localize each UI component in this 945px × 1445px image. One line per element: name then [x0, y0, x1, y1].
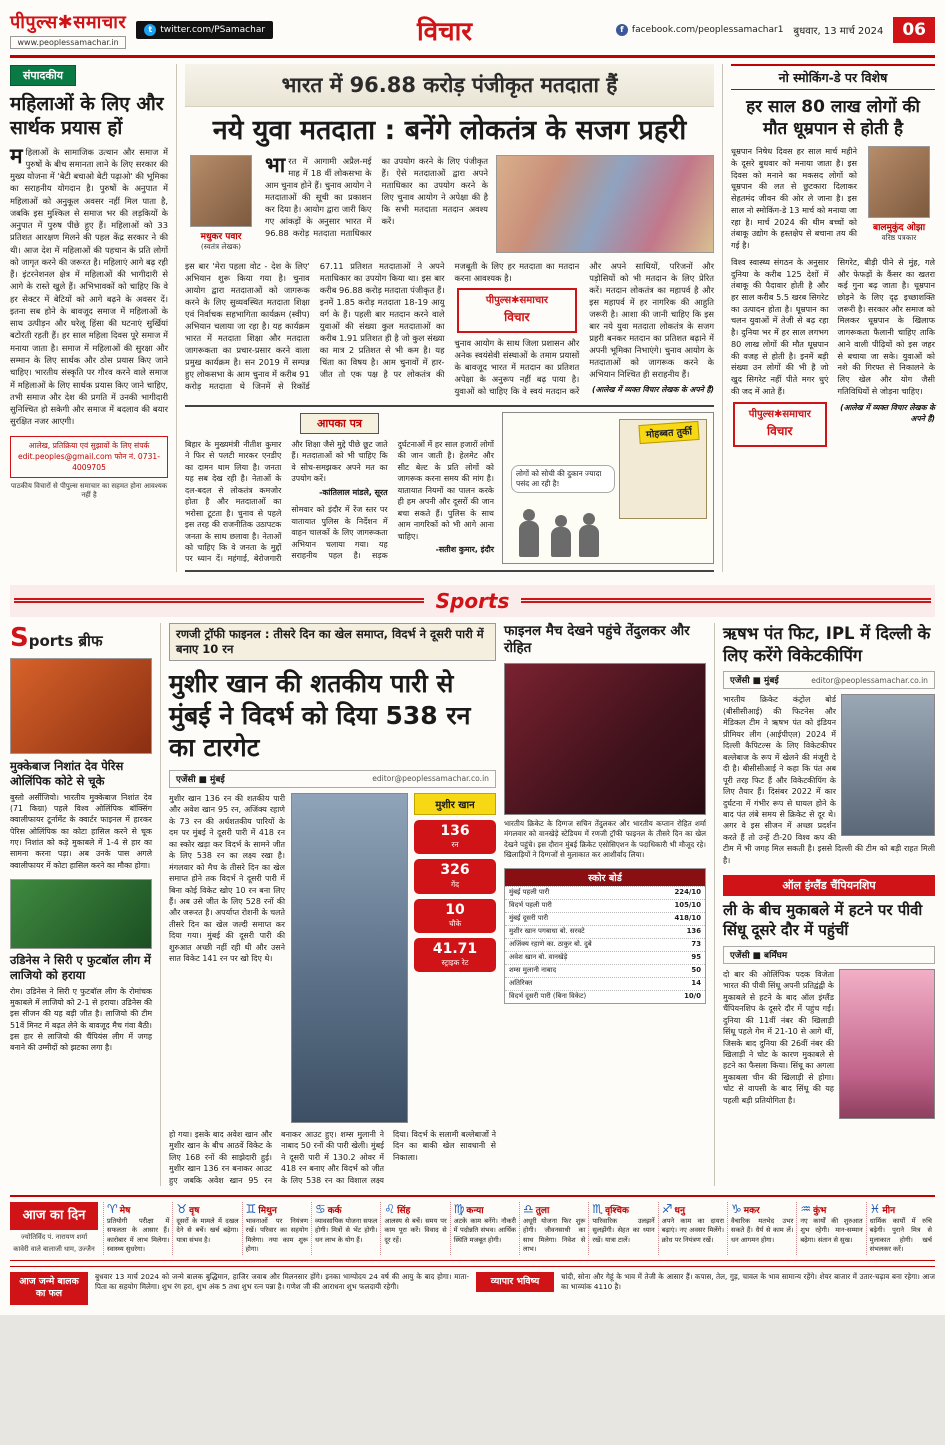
zodiac-name: सिंह	[397, 1205, 411, 1216]
editor-email[interactable]: editor@peoplessamachar.co.in	[372, 774, 489, 784]
zodiac-sign-header	[176, 1202, 238, 1216]
sports-body-1: मुशीर खान 136 रन की शतकीय पारी और अवेश खान 95 रन, अजिंक्य रहाणे के 73 रन की अर्धशतकीय पारियों के दम पर मुंबई ने दूसरी पारी में 418 रन का स्कोर खड़ा कर विदर्भ के सामने जीत के लिए 538 रन का लक्ष्य रखा है। मंगलवार को मैच के तीसरे दिन का खेल समाप्त होने तक विदर्भ ने दूसरी पारी में बिना कोई विकेट खोए 10 रन बना लिए हैं। अब उसे जीत के लिए 528 रनों की और जरूरत है। अपर्याप्त रोशनी के चलते तीसरे दिन का खेल जल्दी समाप्त कर दिया गया। मुंबई की दूसरी पारी की शुरुआत अच्छी नहीं रही थी और उसने सात विकेट 141 रन पर खो दिए थे।	[169, 793, 285, 964]
smoking-body-b: सिगरेट, बीड़ी पीने से मुंह, गले और फेफड़ों के कैंसर का खतरा कई गुना बढ़ जाता है। धूम्रपान छोड़ने के लिए दृढ़ इच्छाशक्ति जरूरी है। सरकार और समाज को मिलकर धूम्रपान के खिलाफ जागरूकता फैलानी चाहिए ताकि आने वाली पीढ़ियों को इस जहर से बचाया जा सके। युवाओं को नशे की गिरफ्त से निकालने के लिए खेल और योग जैसी गतिविधियों से जोड़ना चाहिए।	[837, 256, 935, 396]
opinion-body-b: चुनाव आयोग के साथ जिला प्रशासन और अनेक स्वयंसेवी संस्थाओं के तमाम प्रयासों के बावजूद भारत में मतदान का प्रतिशत अपेक्षा के अनुरूप नहीं बढ़ पाया है। युवाओं को चाहिए कि वे स्वयं मतदान करें और अपने साथियों, परिजनों और पड़ोसियों को भी मतदान के लिए प्रेरित करें। मतदान लोकतंत्र का महापर्व है और इस महापर्व में हर नागरिक की आहुति जरूरी है। आशा की जानी चाहिए कि इस बार नये युवा मतदाता लोकतंत्र के सजग प्रहरी बनकर मतदान का प्रतिशत बढ़ाने में अपनी भूमिका निभाएंगे। चुनाव आयोग के मतदाताओं को जागरूक करने के अभियान निश्चित ही सराहनीय हैं।	[454, 260, 714, 396]
top-banner-headline: भारत में 96.88 करोड़ पंजीकृत मतदाता हैं	[185, 64, 714, 107]
zodiac-icon: ♒	[800, 1202, 812, 1217]
sindhu-headline: ली के बीच मुकाबले में हटने पर पीवी सिंधू दूसरे दौर में पहुंचीं	[723, 901, 923, 940]
zodiac-prediction: दूसरों के मामले में दखल देने से बचें। खर्च बढ़ेगा। यात्रा संभव है।	[176, 1217, 239, 1244]
scoreboard-row-label: विदर्भ दूसरी पारी (बिना विकेट)	[509, 992, 587, 1001]
brand-logo: पीपुल्स✱समाचार	[485, 294, 548, 306]
brand-section: विचार	[504, 310, 530, 325]
stat-value: 41.71	[432, 941, 478, 958]
zodiac-sign-block	[172, 1202, 241, 1255]
zodiac-sign-header	[870, 1202, 932, 1216]
scoreboard-row-value: 105/10	[674, 901, 701, 910]
opinion-column	[176, 64, 723, 572]
zodiac-icon: ♑	[731, 1202, 742, 1217]
zodiac-sign-block	[450, 1202, 519, 1255]
zodiac-icon: ♉	[176, 1202, 188, 1217]
scoreboard-row-value: 50	[691, 966, 701, 975]
tendulkar-headline: फाइनल मैच देखने पहुंचे तेंदुलकर और रोहित	[504, 622, 690, 657]
scoreboard-row-value: 14	[691, 979, 701, 988]
horoscope-label-block	[10, 1202, 98, 1255]
zodiac-prediction: भावनाओं पर नियंत्रण रखें। परिवार का सहयोग मिलेगा। नया काम शुरू होगा।	[245, 1217, 308, 1253]
zodiac-prediction: नए कार्यों की शुरुआत शुभ रहेगी। मान-सम्मान बढ़ेगा। संतान से सुख।	[800, 1217, 863, 1244]
sports-body-2: हो गया। इसके बाद अवेश खान और मुशीर खान के बीच आठवें विकेट के लिए 168 रनों की साझेदारी हुई। मुशीर खान 136 रन बनाकर आउट हुए जबकि अवेश खान 95 रन बनाकर आउट हुए। शम्स मुलानी ने नाबाद 50 रनों की पारी खेली। मुंबई ने दूसरी पारी में 130.2 ओवर में 418 रन बनाए और विदर्भ को जीत के लिए 538 रन का विशाल लक्ष्य दिया। विदर्भ के सलामी बल्लेबाजों ने दिन का बाकी खेल सावधानी से निकाला।	[169, 1129, 496, 1185]
editorial-contact-email[interactable]: edit.peoples@gmail.com फोन नं. 0731-4009705	[18, 452, 160, 473]
editorial-contact-box	[10, 436, 168, 478]
letters-section	[185, 405, 714, 572]
cartoon-figure	[519, 521, 539, 557]
stat-label: रन	[451, 840, 459, 850]
scoreboard-row-label: अतिरिक्त	[509, 979, 533, 988]
tendulkar-sidebar	[504, 623, 706, 1186]
section-title: विचार	[416, 16, 473, 47]
scoreboard-row	[505, 899, 705, 912]
zodiac-prediction: पारिवारिक उलझनें सुलझेंगी। सेहत का ध्यान रखें। यात्रा टालें।	[592, 1217, 655, 1244]
sports-grid	[10, 623, 935, 1186]
sports-story-row	[169, 793, 496, 1123]
zodiac-name: मेष	[119, 1205, 131, 1216]
brief-body-1: बुस्तो अर्सीजियो। भारतीय मुक्केबाज निशांत देव (71 किग्रा) पहले विश्व ओलिंपिक बॉक्सिंग क्वालीफायर टूर्नामेंट के क्वार्टर फाइनल में हारकर पेरिस ओलिंपिक का कोटा हासिल करने से चूक गए। निशांत को कड़े मुकाबले में 1-4 से हार का सामना करना पड़ा। अब उनके पास अगले क्वालीफायर में कोटा हासिल करने का मौका होगा।	[10, 792, 152, 870]
pant-body-wrap	[723, 694, 935, 866]
opinion-author-card	[185, 155, 257, 252]
boxer-photo	[10, 658, 152, 754]
scoreboard-row-label: मुशीर खान पगबाधा बो. सरवटे	[509, 927, 585, 936]
sports-center-column	[160, 623, 715, 1186]
pant-photo	[841, 694, 935, 836]
facebook-icon: f	[616, 24, 628, 36]
smoking-intro: धूम्रपान निषेध दिवस हर साल मार्च महीने के दूसरे बुधवार को मनाया जाता है। इस दिवस को मनाने का मकसद लोगों को धूम्रपान की लत से छुटकारा दिलाकर सेहतमंद जीवन की ओर ले जाना है। इस साल नो स्मोकिंग-डे 13 मार्च को मनाया जा रहा है। मार्च 2024 की थीम बच्चों को तंबाकू उद्योग के हस्तक्षेप से बचाना तय की गई है।	[731, 146, 857, 251]
smoking-headline: हर साल 80 लाख लोगों की मौत धूम्रपान से होती है	[746, 97, 920, 140]
scoreboard-row-value: 10/0	[684, 992, 701, 1001]
zodiac-prediction: अटके काम बनेंगे। नौकरी में पदोन्नति संभव। आर्थिक स्थिति मजबूत होगी।	[453, 1217, 516, 1244]
masthead-logo-block	[10, 10, 126, 49]
scoreboard-row-value: 95	[691, 953, 701, 962]
sports-body-continuation	[169, 1129, 496, 1186]
zodiac-sign-header	[592, 1202, 654, 1216]
sports-kicker: रणजी ट्रॉफी फाइनल : तीसरे दिन का खेल समाप्त, विदर्भ ने दूसरी पारी में बनाए 10 रन	[169, 623, 496, 661]
stat-value: 326	[440, 862, 470, 879]
zodiac-sign-block	[103, 1202, 172, 1255]
smoking-column	[731, 64, 935, 572]
stat-box	[414, 820, 496, 854]
scoreboard-row	[505, 925, 705, 938]
editorial-cartoon	[502, 412, 714, 564]
letters-main	[185, 412, 494, 565]
sports-band	[10, 585, 935, 617]
zodiac-sign-block	[519, 1202, 588, 1255]
page-number: 06	[893, 17, 935, 43]
bottom-strip	[10, 1266, 935, 1307]
zodiac-sign-block	[588, 1202, 657, 1255]
scoreboard-row-value: 136	[686, 927, 701, 936]
zodiac-sign-header	[523, 1202, 585, 1216]
opinion-note: (आलेख में व्यक्त विचार लेखक के अपने हैं)	[592, 385, 714, 395]
zodiac-name: कर्क	[327, 1205, 342, 1216]
main-grid	[10, 58, 935, 578]
born-today-text: बुधवार 13 मार्च 2024 को जन्मे बालक बुद्धिमान, हाजिर जवाब और मिलनसार होंगे। इनका भाग्योदय 24 वर्ष की आयु के बाद होगा। माता-पिता का सहयोग मिलेगा। शुभ रंग हरा, शुभ अंक 5 तथा शुभ रत्न पन्ना है। गणेश जी की आराधना शुभ फलदायी रहेगी।	[95, 1271, 469, 1292]
letters-title: आपका पत्र	[300, 413, 379, 434]
horoscope-strip	[10, 1195, 935, 1261]
zodiac-sign-header	[384, 1202, 446, 1216]
astrologer-place: कावेरी वाले बालाजी धाम, उज्जैन	[13, 1245, 95, 1254]
zodiac-icon: ♈	[107, 1202, 118, 1217]
zodiac-name: वृश्चिक	[605, 1205, 629, 1216]
cartoon-figure	[579, 525, 599, 557]
young-voters-photo	[496, 155, 714, 253]
letter-2-signature: -सतीश कुमार, इंदौर	[435, 545, 494, 555]
zodiac-sign-header	[731, 1202, 793, 1216]
scoreboard-row	[505, 912, 705, 925]
sindhu-body: दो बार की ओलिंपिक पदक विजेता भारत की पीवी सिंधू अपनी प्रतिद्वंद्वी के मुकाबले से हटने के बाद ऑल इंग्लैंड चैंपियनशिप के दूसरे दौर में पहुंच गईं। दुनिया की 11वीं नंबर की खिलाड़ी सिंधू पहले गेम में 21-10 से आगे थीं, जिसके बाद दुनिया की 26वीं नंबर की खिलाड़ी ने चोट के कारण मुकाबले से हटने का फैसला किया। सिंधू का अगला मुकाबला चीन की खिलाड़ी से होगा। चोट से वापसी के बाद सिंधू की यह पहली बड़ी प्रतियोगिता है।	[723, 969, 834, 1105]
author-photo	[190, 155, 252, 227]
zodiac-sign-header	[662, 1202, 724, 1216]
tendulkar-rohit-photo	[504, 663, 706, 815]
opinion-headline: नये युवा मतदाता : बनेंगे लोकतंत्र के सजग प्रहरी	[212, 115, 687, 146]
scoreboard-row	[505, 951, 705, 964]
sports-brief-title: Sports ब्रीफ	[10, 622, 103, 653]
masthead	[10, 6, 935, 58]
date-label: बुधवार, 13 मार्च 2024	[793, 25, 884, 37]
zodiac-sign-block	[866, 1202, 935, 1255]
pant-headline: ऋषभ पंत फिट, IPL में दिल्ली के लिए करेंगे विकेटकीपिंग	[723, 623, 931, 665]
sports-right-column	[723, 623, 935, 1186]
sports-main-headline: मुशीर खान की शतकीय पारी से मुंबई ने विदर्भ को दिया 538 रन का टारगेट	[169, 668, 471, 762]
scoreboard-row-label: मुंबई दूसरी पारी	[509, 914, 549, 923]
horoscope-title: आज का दिन	[10, 1202, 98, 1230]
batsman-photo	[291, 793, 408, 1123]
author-name: मधुकर पवार	[200, 231, 242, 242]
opinion-intro: भारत में आगामी अप्रैल-मई माह में 18 वीं लोकसभा के आम चुनाव होने हैं। चुनाव आयोग ने मतदाताओं की सूची का प्रकाशन कर दिया है। आयोग द्वारा जारी किए गए आंकड़ों के अनुसार भारत में 96.88 करोड़ मतदाता मताधिकार का उपयोग करने के लिए पंजीकृत हैं। ऐसे मतदाताओं द्वारा अपने मताधिकार का उपयोग करने के लिए चुनाव आयोग ने अपेक्षा की है कि सभी मतदाता मतदान अवश्य करें।	[265, 152, 488, 239]
zodiac-prediction: वैचारिक मतभेद उभर सकते हैं। धैर्य से काम लें। धन आगमन होगा।	[731, 1217, 794, 1244]
editor-email[interactable]: editor@peoplessamachar.co.in	[811, 675, 928, 685]
letter-1: बिहार के मुख्यमंत्री नीतीश कुमार ने फिर से पलटी मारकर एनडीए का दामन थाम लिया है। जनता यह सब देख रही है। नेताओं के दल-बदल से लोकतंत्र कमजोर होता है और मतदाताओं का भरोसा टूटता है। चुनाव से पहले इस तरह की राजनीतिक उठापटक जनता के साथ छलावा है। नेताओं को चाहिए कि वे जनता के मुद्दों पर ध्यान दें। महंगाई, बेरोजगारी और शिक्षा जैसे मुद्दे पीछे छूट जाते हैं। मतदाताओं को भी चाहिए कि वे सोच-समझकर अपने मत का उपयोग करें।	[185, 439, 388, 564]
zodiac-prediction: धार्मिक कार्यों में रुचि बढ़ेगी। पुराने मित्र से मुलाकात होगी। खर्च संभलकर करें।	[869, 1217, 932, 1253]
zodiac-sign-header	[107, 1202, 169, 1216]
brand-section: विचार	[767, 424, 793, 439]
zodiac-sign-block	[658, 1202, 727, 1255]
website-link[interactable]: www.peoplessamachar.in	[10, 36, 126, 49]
zodiac-name: धनु	[674, 1205, 685, 1216]
zodiac-signs-row	[103, 1202, 935, 1255]
zodiac-sign-block	[242, 1202, 311, 1255]
letters-columns	[185, 439, 494, 565]
scoreboard-row	[505, 977, 705, 990]
player-name: मुशीर खान	[414, 793, 496, 815]
cartoon-sign: मोहब्बत तुर्की	[639, 421, 700, 444]
scoreboard-row-value: 73	[691, 940, 701, 949]
smoking-body-a: विश्व स्वास्थ्य संगठन के अनुसार दुनिया के करीब 125 देशों में तंबाकू की पैदावार होती है और हर साल करीब 5.5 खरब सिगरेट का उत्पादन होता है। धूम्रपान का चलन युवाओं में तेजी से बढ़ रहा है। दुनिया भर में हर साल लगभग 80 लाख लोगों की मौत धूम्रपान की वजह से होती है। इनमें बड़ी संख्या उन लोगों की भी है जो खुद सिगरेट नहीं पीते मगर धुएं की जद में आते हैं।	[731, 256, 829, 396]
football-photo	[10, 879, 152, 949]
zodiac-prediction: अपने काम का दायरा बढ़ाएं। नए अवसर मिलेंगे। क्रोध पर नियंत्रण रखें।	[661, 1217, 724, 1244]
scoreboard-row-label: अजिंक्य रहाणे का. ठाकुर बो. दुबे	[509, 940, 592, 949]
opinion-body-columns	[185, 260, 714, 397]
sports-banner-title: Sports	[435, 588, 510, 613]
stat-box	[414, 899, 496, 933]
zodiac-sign-header	[800, 1202, 862, 1216]
scoreboard-title: स्कोर बोर्ड	[505, 869, 705, 886]
zodiac-icon: ♏	[592, 1202, 604, 1217]
stat-label: स्ट्राइक रेट	[441, 958, 469, 968]
scoreboard-row-label: शम्स मुलानी नाबाद	[509, 966, 557, 975]
scoreboard-row-label: मुंबई पहली पारी	[509, 888, 550, 897]
zodiac-name: मिथुन	[258, 1205, 277, 1216]
sindhu-photo	[839, 969, 935, 1119]
trade-forecast-text: चांदी, सोना और गेहूं के भाव में तेजी के आसार हैं। कपास, तेल, गुड़, चावल के भाव सामान्य रहेंगे। शेयर बाजार में उतार-चढ़ाव बना रहेगा। आज का भाव्यांक 4110 है।	[561, 1271, 935, 1292]
scoreboard	[504, 868, 706, 1004]
brief-headline-2: उडिनेस ने सिरी ए फुटबॉल लीग में लाजियो को हराया	[10, 952, 151, 982]
letter-1-signature: -कांतिलाल मांडले, सूरत	[319, 487, 388, 497]
scoreboard-row	[505, 938, 705, 951]
twitter-link[interactable]	[136, 21, 273, 39]
stat-box	[414, 938, 496, 972]
all-england-band: ऑल इंग्लैंड चैंपियनशिप	[723, 875, 935, 896]
sports-byline	[169, 770, 496, 788]
opinion-top-row	[185, 152, 714, 253]
facebook-handle: facebook.com/peoplessamachar1	[631, 24, 784, 35]
editorial-headline: महिलाओं के लिए और सार्थक प्रयास हों	[10, 93, 164, 139]
brand-inset-box	[733, 402, 827, 447]
zodiac-icon: ♋	[315, 1202, 326, 1217]
stat-box	[414, 859, 496, 893]
brief-headline-1: मुक्केबाज निशांत देव पेरिस ओलिंपिक कोटे से चूके	[10, 758, 124, 788]
sindhu-body-wrap	[723, 969, 935, 1123]
cartoon-speech-bubble: लोगों को सोची की दुकान ज्यादा पसंद आ रही है!	[511, 465, 615, 493]
letters-head-wrap	[185, 412, 494, 434]
zodiac-icon: ♎	[523, 1202, 534, 1217]
scoreboard-row-label: विदर्भ पहली पारी	[509, 901, 552, 910]
smoking-note: (आलेख में व्यक्त विचार लेखक के अपने हैं)	[840, 402, 935, 423]
agency-label: एजेंसी ■ मुंबई	[730, 676, 779, 687]
agency-label: एजेंसी ■ बर्मिंघम	[730, 950, 788, 961]
player-stats	[414, 793, 496, 1123]
sports-brief-column	[10, 623, 152, 1186]
stat-value: 136	[440, 822, 470, 839]
zodiac-prediction: अधूरी योजना फिर शुरू होगी। जीवनसाथी का साथ मिलेगा। निवेश से लाभ।	[523, 1217, 586, 1253]
zodiac-sign-block	[311, 1202, 380, 1255]
smoking-author-card	[863, 146, 935, 252]
born-today-tag: आज जन्मे बालक का फल	[10, 1272, 88, 1305]
zodiac-sign-header	[246, 1202, 308, 1216]
stat-label: चौके	[448, 919, 462, 929]
band-line	[14, 598, 424, 603]
brand-logo: पीपुल्स✱समाचार	[748, 408, 811, 420]
tendulkar-caption: भारतीय क्रिकेट के दिग्गज सचिन तेंदुलकर और भारतीय कप्तान रोहित शर्मा मंगलवार को वानखेड़े स्टेडियम में रणजी ट्रॉफी फाइनल के तीसरे दिन का खेल देखने पहुंचे। इस दौरान मुंबई क्रिकेट एसोसिएशन के पदाधिकारी भी मौजूद रहे। खिलाड़ियों ने दिग्गजों से मुलाकात कर आशीर्वाद लिया।	[504, 819, 706, 860]
sindhu-byline	[723, 946, 935, 964]
zodiac-sign-header	[315, 1202, 377, 1216]
paper-logo: पीपुल्स✱समाचार	[10, 12, 127, 33]
zodiac-name: कन्या	[466, 1205, 484, 1216]
astrologer-name: ज्योतिर्विद पं. नारायण शर्मा	[20, 1232, 88, 1241]
zodiac-name: तुला	[535, 1205, 550, 1216]
zodiac-sign-block	[727, 1202, 796, 1255]
zodiac-icon: ♌	[384, 1202, 396, 1217]
author-name: बालमुकुंद ओझा	[872, 223, 926, 234]
zodiac-prediction: व्यावसायिक योजना सफल होगी। मित्रों से भेंट होगी। धन लाभ के योग हैं।	[315, 1217, 378, 1244]
smoking-kicker: नो स्मोकिंग-डे पर विशेष	[731, 64, 935, 90]
scoreboard-row-label: अवेश खान बो. वानखेड़े	[509, 953, 568, 962]
scoreboard-row	[505, 886, 705, 899]
zodiac-prediction: आलस्य से बचें। समय पर काम पूरा करें। विवाद से दूर रहें।	[384, 1217, 447, 1244]
zodiac-name: मकर	[743, 1205, 760, 1216]
twitter-handle: twitter.com/PSamachar	[160, 24, 266, 35]
zodiac-icon: ♍	[453, 1202, 465, 1217]
pant-byline	[723, 671, 935, 689]
editorial-column	[10, 64, 168, 572]
cartoon-figure	[551, 527, 571, 557]
editorial-section-tag: संपादकीय	[10, 65, 76, 86]
zodiac-sign-header	[454, 1202, 516, 1216]
zodiac-name: मीन	[882, 1205, 896, 1216]
zodiac-icon: ♐	[661, 1202, 673, 1217]
zodiac-name: कुंभ	[813, 1205, 827, 1216]
author-role: (स्वतंत्र लेखक)	[200, 241, 242, 251]
scoreboard-row	[505, 964, 705, 977]
zodiac-sign-block	[380, 1202, 449, 1255]
smoking-top-row	[731, 146, 935, 252]
facebook-link[interactable]	[616, 24, 784, 36]
editorial-disclaimer: पाठकीय विचारों से पीपुल्स समाचार का सहमत होना आवश्यक नहीं है	[10, 481, 168, 499]
zodiac-prediction: प्रतियोगी परीक्षा में सफलता के आसार हैं। कारोबार में लाभ मिलेगा। स्वास्थ्य सुधरेगा।	[107, 1217, 170, 1253]
scoreboard-row-value: 418/10	[674, 914, 701, 923]
brand-inset-box	[457, 288, 578, 333]
author-role: वरिष्ठ पत्रकार	[881, 233, 917, 243]
trade-forecast-tag: व्यापार भविष्य	[476, 1272, 554, 1293]
brief-body-2: रोम। उडिनेस ने सिरी ए फुटबॉल लीग के रोमांचक मुकाबले में लाजियो को 2-1 से हराया। उडिनेस की इस सीजन की यह बड़ी जीत है। लाजियो की टीम 51वें मिनट में बढ़त लेने के बावजूद मैच गंवा बैठी। इस हार से लाजियो की चैंपियंस लीग में जगह बनाने की उम्मीदों को झटका लगा है।	[10, 986, 152, 1053]
opinion-body-a: इस बार 'मेरा पहला वोट - देश के लिए' अभियान शुरू किया गया है। चुनाव आयोग द्वारा मतदाताओं को जागरूक करने के लिए सुव्यवस्थित मतदाता शिक्षा एवं निर्वाचक सहभागिता कार्यक्रम (स्वीप) अभियान चलाया जा रहा है। यह कार्यक्रम भारत में मतदाता शिक्षा और मतदाता जागरूकता का प्रचार-प्रसार करने वाला प्रमुख कार्यक्रम है। सन 2019 में सम्पन्न हुए लोकसभा के आम चुनाव में करीब 91 करोड़ मतदाता थे जिनमें से रिकॉर्ड 67.11 प्रतिशत मतदाताओं ने अपने मताधिकार का उपयोग किया था। इस बार करीब 96.88 करोड़ मतदाता पंजीकृत हैं। इनमें 1.85 करोड़ मतदाता 18-19 आयु वर्ग के हैं। पहली बार मतदान करने वाले युवाओं की संख्या कुल मतदाताओं का करीब 1.91 प्रतिशत ही है जो कुल संख्या का मात्र 2 प्रतिशत से भी कम है। यह चिंता का विषय है। आम चुनावों में हार-जीत तो एक पक्ष है पर लोकतंत्र की मजबूती के लिए हर मतदाता का मतदान करना आवश्यक है।	[185, 260, 580, 392]
scoreboard-row	[505, 990, 705, 1003]
editorial-contact-line: आलेख, प्रतिक्रिया एवं सुझावों के लिए संपर्क	[28, 440, 150, 450]
sports-main-story	[169, 623, 496, 1186]
letter-2: सोमवार को इंदौर में रेंज स्तर पर यातायात पुलिस के निर्देशन में वाहन चालकों के लिए जागरूकता अभियान चलाया गया। यह सराहनीय पहल है। सड़क दुर्घटनाओं में हर साल हजारों लोगों की जान जाती है। हेलमेट और सीट बेल्ट के प्रति लोगों को जागरूक करना समय की मांग है। यातायात नियमों का पालन करके ही हम अपनी और दूसरों की जान बचा सकते हैं। पुलिस के साथ आम नागरिकों को भी आगे आना चाहिए।	[291, 439, 494, 561]
author-photo	[868, 146, 930, 218]
editorial-body: महिलाओं के सामाजिक उत्थान और समाज में पुरुषों के बीच समानता लाने के लिए सरकार की मुख्य योजना में 'बेटी बचाओ बेटी पढ़ाओ' की भूमिका का सराहनीय योगदान है। पुरुषों के अनुपात में महिलाओं को अनुकूल अवसर नहीं मिल पाता है, जबकि इस मुश्किल से समाज भर की लड़कियों के अनुपात में पुरुष पीछे हुए हैं। महिलाओं को 33 प्रतिशत आरक्षण मिलने की पहल केंद्र सरकार ने की थी। आज देश में महिलाओं की पहचान के प्रति लोगों को जागृत करने की जरूरत है। महिलाएं आगे बढ़ रही हैं। इंटरनेशनल क्षेत्र में महिलाओं की भागीदारी से आगे के रास्ते खुले हैं। अभिभावकों को चाहिए कि वे हर सेक्टर में बेटियों को आगे बढ़ने के अवसर दें। इतना सब होने के बावजूद समाज में महिलाओं के साथ उत्पीड़न और घरेलू हिंसा की घटनाएं सुर्खियां बटोरती रहती हैं। हर साल महिला दिवस पूरे समाज में मनाया जाता है। समाज में महिलाओं की सुरक्षा और सम्मान के लिए सार्थक और ठोस प्रयास किए जाने चाहिए। भारतीय संस्कृति पर गौरव करने वाले समाज में महिलाओं के लिए सार्थक प्रयास किए जाने चाहिए, तभी समाज और देश की प्रगति में उनकी भागीदारी सुनिश्चित हो सकेगी और समाज में बदलाव की बयार सुरक्षित नजर आएगी।	[10, 143, 168, 427]
stat-label: गेंद	[450, 879, 460, 889]
scoreboard-row-value: 224/10	[674, 888, 701, 897]
twitter-icon: t	[144, 24, 156, 36]
zodiac-sign-block	[796, 1202, 865, 1255]
zodiac-icon: ♊	[245, 1202, 257, 1217]
zodiac-icon: ♓	[869, 1202, 881, 1217]
zodiac-name: वृष	[189, 1205, 200, 1216]
stat-value: 10	[445, 901, 465, 918]
agency-label: एजेंसी ■ मुंबई	[176, 774, 225, 785]
band-line	[521, 598, 931, 603]
pant-body: भारतीय क्रिकेट कंट्रोल बोर्ड (बीसीसीआई) की फिटनेस और मेडिकल टीम ने ऋषभ पंत को इंडियन प्रीमियर लीग (आईपीएल) 2024 में दिल्ली कैपिटल्स के लिए विकेटकीपर बल्लेबाज के रूप में खेलने की मंजूरी दे दी है। बीसीसीआई ने कहा कि पंत अब पूरी तरह फिट हैं और विकेटकीपिंग के लिए तैयार हैं। दिसंबर 2022 में कार दुर्घटना में गंभीर रूप से घायल होने के बाद पंत लंबे समय से क्रिकेट से दूर थे। अगर वे इस सीजन में अच्छा प्रदर्शन करते हैं तो उन्हें टी-20 विश्व कप की टीम में भी जगह मिल सकती है। इससे दिल्ली की टीम को बड़ी राहत मिली है।	[723, 695, 935, 865]
smoking-body-columns	[731, 257, 935, 447]
sports-main-grid	[169, 623, 706, 1186]
